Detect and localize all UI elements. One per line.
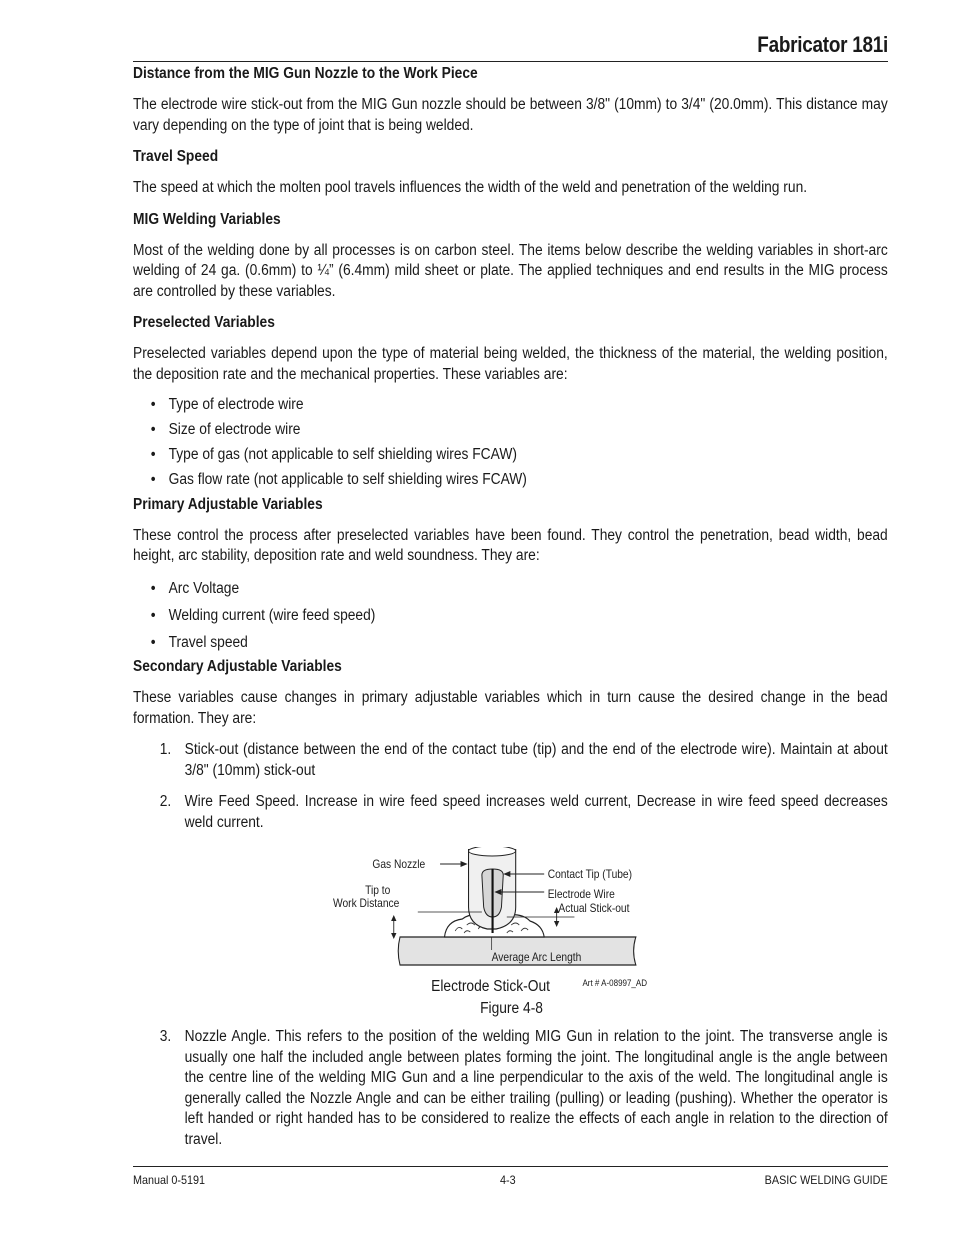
numbered-list (133, 740, 888, 833)
section-heading: Distance from the MIG Gun Nozzle to the Work Piece (133, 65, 478, 82)
list-item: • Welding current (wire feed speed) (133, 606, 888, 627)
list-item: • Arc Voltage (133, 579, 888, 600)
label-actual-stickout: Actual Stick-out (558, 902, 630, 916)
paragraph: The electrode wire stick-out from the MIG Gun nozzle should be between 3/8" (10mm) to 3/4" (20.0mm). This distance may vary depending on the type of joint that is being welded. (133, 96, 888, 134)
label-tip-to: Tip to (365, 884, 391, 898)
header-rule (133, 61, 888, 62)
footer-page-number: 4-3 (500, 1173, 516, 1187)
section-heading: Travel Speed (133, 148, 219, 165)
section-heading: Preselected Variables (133, 314, 275, 331)
paragraph: These control the process after preselected variables have been found. They control the penetration, bead width, bead height, arc stability, deposition rate and weld soundness. They are: (133, 526, 888, 564)
item-text: Nozzle Angle. This refers to the position of the welding MIG Gun in relation to the joint. The transverse angle is usually one half the included angle between plates forming the joint. The longitudinal angle is the angle between the centre line of the welding MIG Gun and a line perpendicular to the axis of the weld. The longitudinal angle is generally called the Nozzle Angle and can be either trailing (pulling) or leading (pushing). Whether the operator is left handed or right handed has to be considered to realize the effects of each angle in relation to the direction of travel. (184, 1028, 888, 1148)
art-number: Art # A-08997_AD (582, 978, 648, 988)
main-content (133, 63, 888, 1150)
item-number: 2. (159, 793, 172, 810)
label-work-distance: Work Distance (333, 897, 400, 911)
list-item (133, 1027, 888, 1150)
footer-manual-number: Manual 0-5191 (133, 1173, 206, 1187)
item-text: Stick-out (distance between the end of the contact tube (tip) and the end of the electrode wire). Maintain at about 3/8" (10mm) stick-out (184, 741, 888, 779)
list-item: • Travel speed (133, 633, 888, 654)
numbered-list (133, 1027, 888, 1150)
label-electrode-wire: Electrode Wire (547, 888, 615, 902)
manual-title: Fabricator 181i (757, 32, 888, 57)
list-item: • Size of electrode wire (133, 420, 888, 441)
list-item (133, 792, 888, 833)
label-average-arc: Average Arc Length (491, 951, 582, 965)
figure-subcaption: Electrode Stick-Out (431, 978, 550, 995)
label-gas-nozzle: Gas Nozzle (372, 858, 426, 872)
figure-title: Figure 4-8 (480, 1000, 543, 1017)
list-item (133, 740, 888, 781)
item-number: 1. (159, 741, 172, 758)
bullet-list (133, 579, 888, 654)
section-heading: MIG Welding Variables (133, 210, 281, 228)
electrode-stickout-diagram (133, 847, 888, 977)
list-item: • Type of electrode wire (133, 395, 888, 416)
list-item: • Type of gas (not applicable to self shielding wires FCAW) (133, 445, 888, 466)
footer-rule (133, 1166, 888, 1167)
section-heading: Primary Adjustable Variables (133, 495, 323, 513)
section-heading: Secondary Adjustable Variables (133, 658, 342, 675)
footer-guide-title: BASIC WELDING GUIDE (764, 1173, 888, 1187)
figure-electrode-stickout (133, 847, 888, 1017)
bullet-list (133, 395, 888, 491)
paragraph: The speed at which the molten pool travels influences the width of the weld and penetration of the welding run. (133, 179, 808, 196)
nozzle-top (469, 847, 516, 856)
item-number: 3. (159, 1028, 172, 1045)
list-item: • Gas flow rate (not applicable to self shielding wires FCAW) (133, 470, 888, 491)
paragraph: Preselected variables depend upon the type of material being welded, the thickness of the material, the welding position, the deposition rate and the mechanical properties. These variables are: (133, 345, 888, 383)
label-contact-tip: Contact Tip (Tube) (547, 868, 633, 882)
paragraph: Most of the welding done by all processes is on carbon steel. The items below describe the welding variables in short-arc welding of 24 ga. (0.6mm) to ¼” (6.4mm) mild sheet or plate. The applied techniques and end results in the MIG process are controlled by these variables. (133, 241, 888, 300)
paragraph: These variables cause changes in primary adjustable variables which in turn cause the desired change in the bead formation. They are: (133, 689, 888, 727)
item-text: Wire Feed Speed. Increase in wire feed speed increases weld current, Decrease in wire feed speed decreases weld current. (184, 793, 888, 831)
